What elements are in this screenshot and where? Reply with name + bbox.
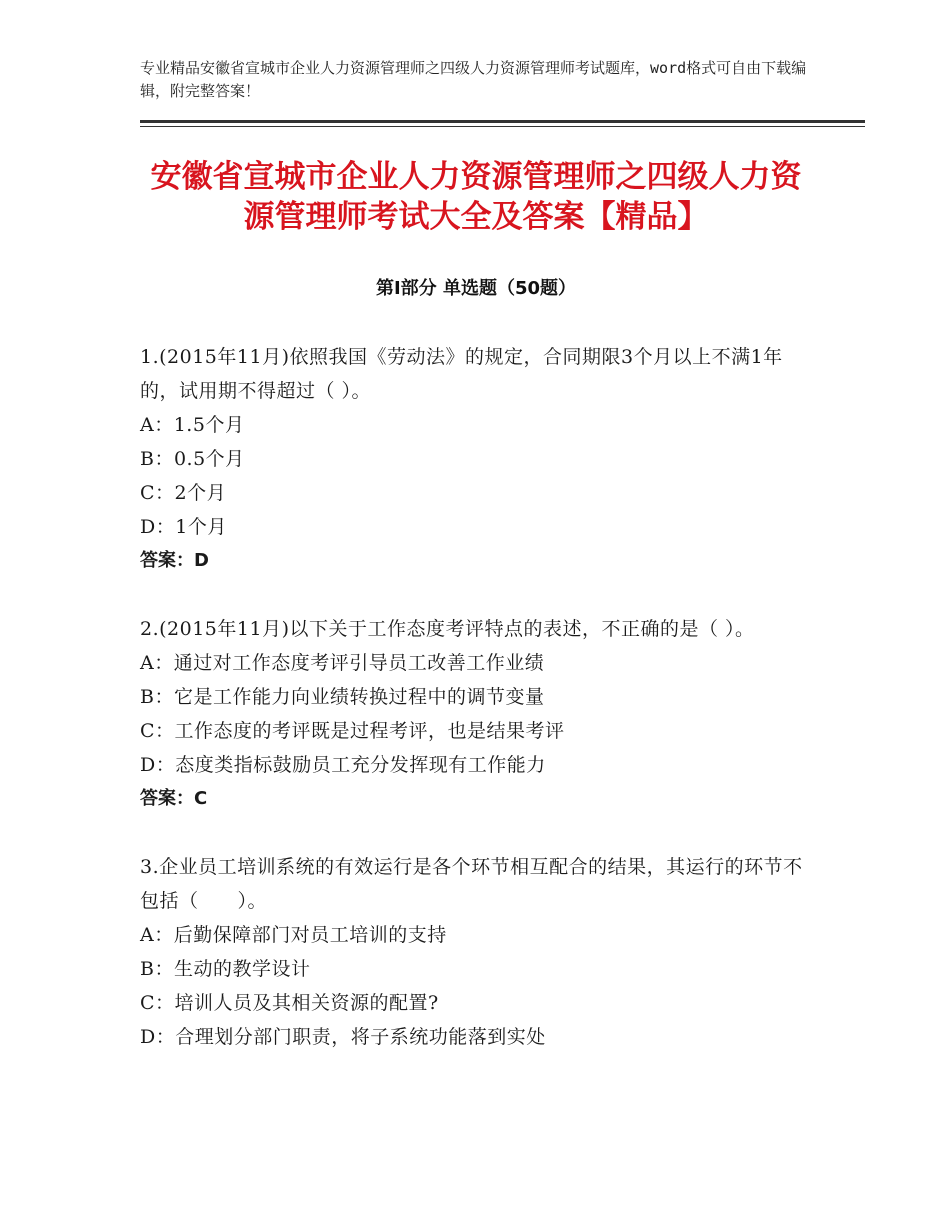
question-2 xyxy=(140,612,812,816)
question-stem: 1.(2015年11月)依照我国《劳动法》的规定，合同期限3个月以上不满1年的，试用期不得超过（ ）。 xyxy=(140,346,783,402)
header-rule-thin xyxy=(140,126,865,127)
option-a: A：通过对工作态度考评引导员工改善工作业绩 xyxy=(140,652,545,674)
answer: 答案：C xyxy=(140,788,208,809)
section-heading: 第Ⅰ部分 单选题（50题） xyxy=(375,278,576,299)
option-c: C：工作态度的考评既是过程考评，也是结果考评 xyxy=(140,720,565,742)
option-b: B：生动的教学设计 xyxy=(140,958,311,980)
question-3 xyxy=(140,850,812,1054)
header-rule-thick xyxy=(140,120,865,123)
document-title: 安徽省宣城市企业人力资源管理师之四级人力资源管理师考试大全及答案【精品】 xyxy=(150,159,802,235)
question-1 xyxy=(140,340,812,578)
option-c: C：培训人员及其相关资源的配置? xyxy=(140,992,439,1014)
question-list xyxy=(140,340,812,1088)
option-c: C：2个月 xyxy=(140,482,227,504)
option-d: D：态度类指标鼓励员工充分发挥现有工作能力 xyxy=(140,754,546,776)
question-stem: 3.企业员工培训系统的有效运行是各个环节相互配合的结果，其运行的环节不包括（ ）。 xyxy=(140,856,803,912)
header-note: 专业精品安徽省宣城市企业人力资源管理师之四级人力资源管理师考试题库，word格式可自由下载编辑，附完整答案！ xyxy=(140,59,807,100)
option-a: A：后勤保障部门对员工培训的支持 xyxy=(140,924,447,946)
option-d: D：1个月 xyxy=(140,516,227,538)
answer: 答案：D xyxy=(140,550,209,571)
option-b: B：0.5个月 xyxy=(140,448,245,470)
option-a: A：1.5个月 xyxy=(140,414,245,436)
question-stem: 2.(2015年11月)以下关于工作态度考评特点的表述，不正确的是（ ）。 xyxy=(140,618,755,640)
option-d: D：合理划分部门职责，将子系统功能落到实处 xyxy=(140,1026,546,1048)
option-b: B：它是工作能力向业绩转换过程中的调节变量 xyxy=(140,686,545,708)
